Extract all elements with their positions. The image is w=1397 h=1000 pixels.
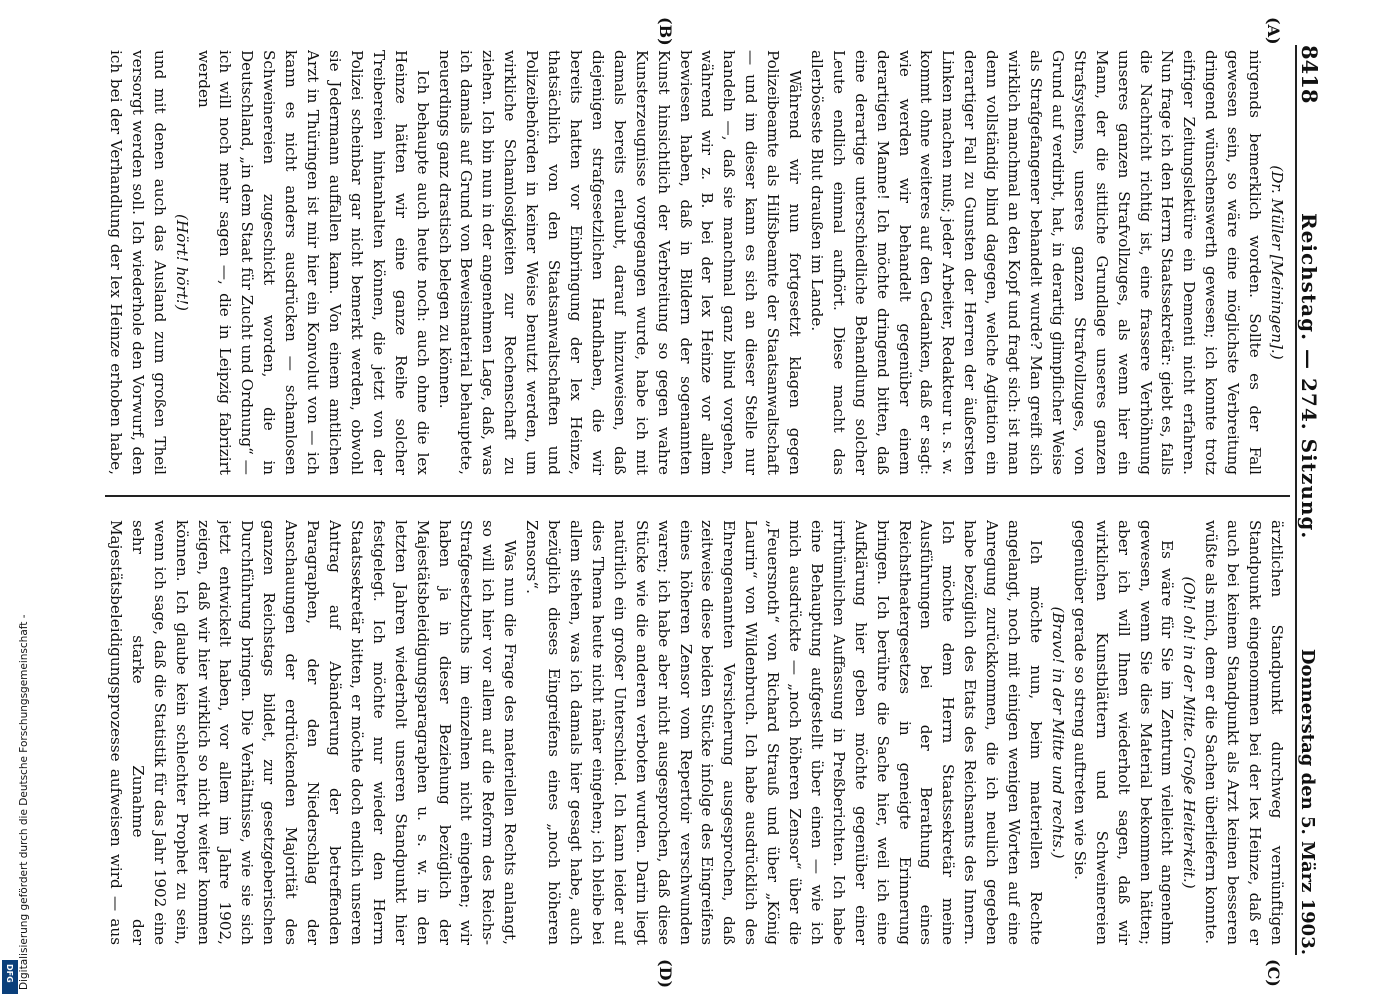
margin-mark-c: (C) bbox=[1264, 959, 1283, 987]
interjection: (Oh! oh! in der Mitte. Große Heiterkeit.) bbox=[1180, 576, 1199, 889]
paragraph: Es wäre für Sie im Zentrum vielleicht angenehm gewesen, wenn Sie dies Material bekommen hätten; aber ich will Ihnen wiederholt sagen, daß wir wirklichen Kunstblättern und Schweinereien gegenüber gerade so streng auftreten wie Sie. bbox=[1070, 520, 1177, 945]
funding-note bbox=[0, 0, 30, 1000]
funding-note-text: Digitalisierung gefördert durch die Deutsche Forschungsgemeinschaft - bbox=[18, 614, 30, 990]
paragraph: Was nun die Frage des materiellen Rechts anlangt, so will ich hier vor allem auf die Reform des Reichs-Strafgesetzbuchs im einzelnen nicht eingehen; wir haben ja in dieser Beziehung bezüglich der Majestätsbeleidigungsparagraphen u. s. w. in den letzten Jahren wiederholt unseren Standpunkt hier festgelegt. Ich möchte nur wieder den Herrn Staatssekretär bitten, er möchte doch endlich unseren Antrag auf Abänderung der betreffenden Paragraphen, der den Niederschlag der Anschauungen der erdrückenden Majorität des ganzen Reichstags bildet, zur gesetzgeberischen Durchführung bringen. Die Verhältnisse, wie sie sich jetzt entwickelt haben, vor allem im Jahre 1902, zeigen, daß wir hier wirklich so nicht weiter kommen können. Ich glaube kein schlechter Prophet zu sein, wenn ich sage, daß die Statistik für das Jahr 1902 eine sehr starke Zunahme der Majestätsbeleidigungsprozesse aufweisen wird — aus bbox=[107, 520, 520, 945]
paragraph: ärztlichen Standpunkt durchweg vernünftigen Standpunkt eingenommen bei der lex Heinze, daß er auch bei keinem Standpunkt als Arzt keinen besseren wüßte als mich, dem er die Sachen überliefern konnte. bbox=[1202, 520, 1286, 945]
right-column bbox=[107, 520, 1287, 945]
document-page bbox=[95, 17, 1335, 989]
paragraph: nirgends bemerklich worden. Sollte es der Fall gewesen sein, so wäre eine möglichste Verbreitung dringend wünschenswerth gewesen; ich konnte trotz eifriger Zeitungslektüre ein Dementi nicht erfahren. Nun frage ich den Herrn Staatssekretär: giebt es, falls die Nachricht richtig ist, eine frassere Verhöhnung unseres ganzen Strafvollzuges, als wenn hier ein Mann, der die sittliche Grundlage unseres ganzen Strafsystems, unseres ganzen Strafvollzuges, von Grund auf verdirbt, hat, in derartig glimpflicher Weise als Strafgefangener behandelt wurde? Man greift sich wirklich manchmal an den Kopf und fragt sich: ist man denn vollständig blind dagegen, welche Agitation ein derartiger Fall zu Gunsten der Herren der äußersten Linken machen muß; jeder Arbeiter, Redakteur u. s. w. kommt ohne weiteres auf den Gedanken, daß er sagt: wie werden wir behandelt gegenüber einem derartigen Manne! Ich möchte dringend bitten, daß eine derartige unterschiedliche Behandlung solcher Leute endlich einmal aufhört. Diese macht das allerböseste Blut draußen im Lande. bbox=[807, 50, 1265, 475]
paragraph: Ich behaupte auch heute noch: auch ohne die lex Heinze hätten wir eine ganze Reihe solcher Treibereien hintanhalten können, die jetzt von der Polizei scheinbar gar nicht bemerkt werden, obwohl sie Jedermann auffallen kann. Von einem amtlichen Arzt in Thüringen ist mir hier ein Konvolut von — ich kann es nicht anders ausdrücken — schamlosen Schweinereien zugeschickt worden, die in Deutschland, „in dem Staat für Zucht und Ordnung“ — ich will noch mehr sagen —, die in Leipzig fabrizirt werden bbox=[194, 50, 432, 475]
margin-mark-b: (B) bbox=[656, 17, 675, 46]
page-header bbox=[1295, 45, 1335, 955]
speaker-line: (Dr. Müller [Meiningen].) bbox=[1268, 165, 1286, 360]
page-title: Reichstag. — 274. Sitzung. bbox=[1297, 213, 1321, 540]
margin-mark-d: (D) bbox=[656, 959, 675, 989]
page-date: Donnerstag den 5. März 1903. bbox=[1297, 648, 1318, 955]
left-column bbox=[107, 50, 1287, 475]
page-number: 8418 bbox=[1297, 45, 1322, 104]
interjection: (Hört! hört!) bbox=[172, 214, 191, 311]
paragraph: Ich möchte nun, beim materiellen Rechte angelangt, noch mit einigen wenigen Worten auf eine Anregung zurückkommen, die ich neulich gegeben habe bezüglich des Etats des Reichsamts des Innern. Ich möchte dem Herrn Staatssekretär meine Ausführungen bei der Berathung eines Reichstheatergesetzes in geneigte Erinnerung bringen. Ich berühre die Sache hier, weil ich eine Aufklärung hier geben möchte gegenüber einer irrthümlichen Auffassung in Preßberichten. Ich habe eine Behauptung aufgestellt über einen — wie ich mich ausdrückte — „noch höheren Zensor“ über die „Feuersnoth“ von Richard Strauß und über „König Laurin“ von Wildenbruch. Ich habe ausdrücklich des Ehrengenannten Versicherung ausgesprochen, daß zeitweise diese beiden Stücke infolge des Eingreifens eines höheren Zensor vom Repertoir verschwunden waren; ich habe aber nicht ausgesprochen, daß diese Stücke wie die anderen verboten wurden. Darin liegt natürlich ein großer Unterschied. Ich kann leider auf dies Thema heute nicht näher eingehen; ich bleibe bei allem stehen, was ich damals hier gesagt habe, auch bezüglich dieses Eingreifens eines „noch höheren Zensors“. bbox=[523, 520, 1046, 945]
column-divider bbox=[105, 495, 1290, 497]
interjection: (Bravo! in der Mitte und rechts.) bbox=[1048, 606, 1067, 859]
paragraph: und mit denen auch das Ausland zum großen Theil versorgt werden soll. Ich wiederhole den Vorwurf, den ich bei der Verhandlung der lex Heinze erhoben habe, bbox=[107, 50, 169, 475]
dfg-logo-text: DFG bbox=[5, 964, 14, 983]
dfg-logo bbox=[2, 960, 18, 994]
margin-mark-a: (A) bbox=[1264, 17, 1283, 45]
paragraph: Während wir nun fortgesetzt klagen gegen Polizeibeamte als Hilfsbeamte der Staatsanwaltschaft — und im dieser kann es sich an dieser Stelle nur handeln —, daß sie manchmal ganz blind vorgehen, während wir z. B. bei der lex Heinze vor allem bewiesen haben, daß in Bildern der sogenannten Kunst hinsichtlich der Verbreitung so gegen wahre Kunsterzeugnisse vorgegangen wurde, habe ich mit damals bereits erlaubt, darauf hinzuweisen, daß diejenigen strafgesetzlichen Handhaben, die wir bereits hatten vor Einbringung der lex Heinze, thatsächlich von den Staatsanwaltschaften und Polizeibehörden in keiner Weise benutzt werden, um wirkliche Schamlosigkeiten zur Rechenschaft zu ziehen. Ich bin nun in der angenehmen Lage, daß, was ich damals auf Grund von Beweismaterial behauptete, neuerdings ganz drastisch belegen zu können. bbox=[435, 50, 805, 475]
